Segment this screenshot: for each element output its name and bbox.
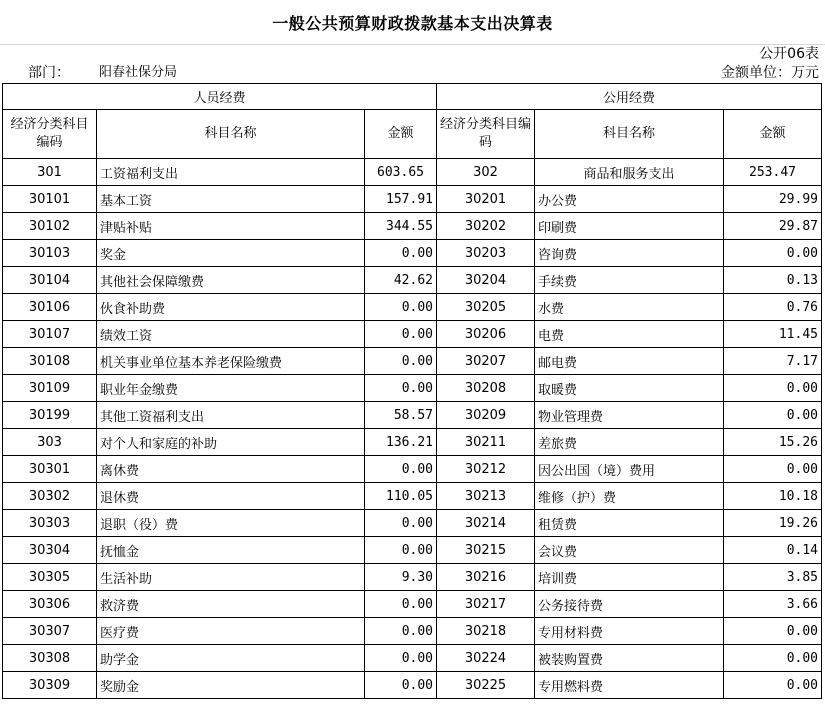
left-name-cell: 基本工资	[97, 186, 365, 213]
header-left-amount: 金额	[365, 110, 437, 159]
right-name-cell: 手续费	[535, 267, 724, 294]
right-code-cell: 30207	[437, 348, 535, 375]
left-name-cell: 其他工资福利支出	[97, 402, 365, 429]
left-name-cell: 其他社会保障缴费	[97, 267, 365, 294]
right-amount-cell: 7.17	[724, 348, 822, 375]
right-name-cell: 公务接待费	[535, 591, 724, 618]
left-name-cell: 退休费	[97, 483, 365, 510]
table-row	[3, 564, 822, 591]
left-code-cell: 301	[3, 159, 97, 186]
left-code-cell: 30199	[3, 402, 97, 429]
right-code-cell: 30202	[437, 213, 535, 240]
right-code-cell: 30206	[437, 321, 535, 348]
left-name-cell: 医疗费	[97, 618, 365, 645]
right-code-cell: 30224	[437, 645, 535, 672]
left-name-cell: 助学金	[97, 645, 365, 672]
left-code-cell: 30101	[3, 186, 97, 213]
left-code-cell: 30304	[3, 537, 97, 564]
table-row	[3, 186, 822, 213]
left-amount-cell: 0.00	[365, 591, 437, 618]
left-code-cell: 30302	[3, 483, 97, 510]
header-right-name: 科目名称	[535, 110, 724, 159]
amount-unit: 金额单位：万元	[721, 65, 819, 81]
left-name-cell: 抚恤金	[97, 537, 365, 564]
left-name-cell: 离休费	[97, 456, 365, 483]
left-code-cell: 30305	[3, 564, 97, 591]
table-row	[3, 618, 822, 645]
left-code-cell: 30109	[3, 375, 97, 402]
table-row	[3, 159, 822, 186]
right-amount-cell: 29.87	[724, 213, 822, 240]
left-amount-cell: 0.00	[365, 321, 437, 348]
right-code-cell: 30204	[437, 267, 535, 294]
right-code-cell: 30216	[437, 564, 535, 591]
right-name-cell: 办公费	[535, 186, 724, 213]
right-amount-cell: 11.45	[724, 321, 822, 348]
right-code-cell: 30203	[437, 240, 535, 267]
left-name-cell: 生活补助	[97, 564, 365, 591]
right-code-cell: 30212	[437, 456, 535, 483]
right-name-cell: 专用材料费	[535, 618, 724, 645]
table-row	[3, 213, 822, 240]
right-name-cell: 租赁费	[535, 510, 724, 537]
left-code-cell: 30106	[3, 294, 97, 321]
table-row	[3, 294, 822, 321]
left-name-cell: 对个人和家庭的补助	[97, 429, 365, 456]
left-name-cell: 伙食补助费	[97, 294, 365, 321]
table-row	[3, 591, 822, 618]
right-amount-cell: 0.00	[724, 645, 822, 672]
table-row	[3, 375, 822, 402]
right-code-cell: 30214	[437, 510, 535, 537]
left-name-cell: 退职（役）费	[97, 510, 365, 537]
table-row	[3, 510, 822, 537]
left-amount-cell: 157.91	[365, 186, 437, 213]
left-name-cell: 奖金	[97, 240, 365, 267]
right-name-cell: 电费	[535, 321, 724, 348]
form-code: 公开06表	[759, 46, 819, 62]
left-code-cell: 30309	[3, 672, 97, 699]
left-amount-cell: 9.30	[365, 564, 437, 591]
right-code-cell: 30208	[437, 375, 535, 402]
table-row	[3, 267, 822, 294]
right-name-cell: 印刷费	[535, 213, 724, 240]
left-code-cell: 30102	[3, 213, 97, 240]
left-code-cell: 30303	[3, 510, 97, 537]
left-amount-cell: 110.05	[365, 483, 437, 510]
right-code-cell: 30205	[437, 294, 535, 321]
right-amount-cell: 3.66	[724, 591, 822, 618]
header-right-code: 经济分类科目编码	[437, 110, 535, 159]
left-amount-cell: 136.21	[365, 429, 437, 456]
header-left-code: 经济分类科目编码	[3, 110, 97, 159]
table-row	[3, 456, 822, 483]
left-name-cell: 津贴补贴	[97, 213, 365, 240]
right-amount-cell: 0.00	[724, 456, 822, 483]
right-amount-cell: 29.99	[724, 186, 822, 213]
right-name-cell: 商品和服务支出	[535, 159, 724, 186]
right-code-cell: 30209	[437, 402, 535, 429]
left-name-cell: 职业年金缴费	[97, 375, 365, 402]
left-amount-cell: 0.00	[365, 348, 437, 375]
right-name-cell: 咨询费	[535, 240, 724, 267]
left-amount-cell: 0.00	[365, 510, 437, 537]
left-amount-cell: 0.00	[365, 375, 437, 402]
department-name: 阳春社保分局	[99, 65, 178, 80]
right-amount-cell: 0.00	[724, 402, 822, 429]
table-row	[3, 645, 822, 672]
group-header-row	[3, 84, 822, 110]
right-amount-cell: 253.47	[724, 159, 822, 186]
right-name-cell: 差旅费	[535, 429, 724, 456]
right-amount-cell: 0.00	[724, 240, 822, 267]
right-name-cell: 维修（护）费	[535, 483, 724, 510]
right-name-cell: 专用燃料费	[535, 672, 724, 699]
left-amount-cell: 0.00	[365, 672, 437, 699]
table-row	[3, 348, 822, 375]
left-amount-cell: 603.65	[365, 159, 437, 186]
right-amount-cell: 0.00	[724, 618, 822, 645]
table-row	[3, 240, 822, 267]
left-code-cell: 30108	[3, 348, 97, 375]
right-amount-cell: 0.76	[724, 294, 822, 321]
left-amount-cell: 344.55	[365, 213, 437, 240]
left-amount-cell: 0.00	[365, 645, 437, 672]
header-left-name: 科目名称	[97, 110, 365, 159]
left-name-cell: 机关事业单位基本养老保险缴费	[97, 348, 365, 375]
left-code-cell: 30308	[3, 645, 97, 672]
right-name-cell: 培训费	[535, 564, 724, 591]
right-code-cell: 30213	[437, 483, 535, 510]
table-row	[3, 321, 822, 348]
right-amount-cell: 0.00	[724, 375, 822, 402]
right-amount-cell: 19.26	[724, 510, 822, 537]
right-amount-cell: 0.14	[724, 537, 822, 564]
right-name-cell: 邮电费	[535, 348, 724, 375]
right-code-cell: 30211	[437, 429, 535, 456]
table-row	[3, 483, 822, 510]
right-name-cell: 会议费	[535, 537, 724, 564]
column-header-row	[3, 110, 822, 159]
expenditure-table	[2, 83, 822, 699]
right-amount-cell: 0.13	[724, 267, 822, 294]
right-code-cell: 30225	[437, 672, 535, 699]
left-amount-cell: 0.00	[365, 456, 437, 483]
right-name-cell: 因公出国（境）费用	[535, 456, 724, 483]
report-title: 一般公共预算财政拨款基本支出决算表	[0, 0, 825, 45]
department-label: 部门：	[28, 65, 70, 81]
right-amount-cell: 3.85	[724, 564, 822, 591]
table-row	[3, 402, 822, 429]
left-name-cell: 奖励金	[97, 672, 365, 699]
left-code-cell: 303	[3, 429, 97, 456]
left-name-cell: 绩效工资	[97, 321, 365, 348]
left-code-cell: 30307	[3, 618, 97, 645]
left-amount-cell: 58.57	[365, 402, 437, 429]
left-code-cell: 30103	[3, 240, 97, 267]
left-code-cell: 30107	[3, 321, 97, 348]
right-amount-cell: 0.00	[724, 672, 822, 699]
left-code-cell: 30104	[3, 267, 97, 294]
right-code-cell: 30217	[437, 591, 535, 618]
left-amount-cell: 0.00	[365, 618, 437, 645]
left-code-cell: 30306	[3, 591, 97, 618]
left-code-cell: 30301	[3, 456, 97, 483]
right-name-cell: 物业管理费	[535, 402, 724, 429]
right-amount-cell: 10.18	[724, 483, 822, 510]
header-right-amount: 金额	[724, 110, 822, 159]
right-code-cell: 302	[437, 159, 535, 186]
left-amount-cell: 0.00	[365, 240, 437, 267]
left-name-cell: 救济费	[97, 591, 365, 618]
right-code-cell: 30201	[437, 186, 535, 213]
table-row	[3, 429, 822, 456]
table-row	[3, 537, 822, 564]
right-name-cell: 取暖费	[535, 375, 724, 402]
left-amount-cell: 42.62	[365, 267, 437, 294]
right-name-cell: 水费	[535, 294, 724, 321]
left-amount-cell: 0.00	[365, 294, 437, 321]
right-code-cell: 30218	[437, 618, 535, 645]
left-name-cell: 工资福利支出	[97, 159, 365, 186]
right-name-cell: 被装购置费	[535, 645, 724, 672]
group-personnel: 人员经费	[3, 84, 437, 110]
table-row	[3, 672, 822, 699]
right-amount-cell: 15.26	[724, 429, 822, 456]
right-code-cell: 30215	[437, 537, 535, 564]
left-amount-cell: 0.00	[365, 537, 437, 564]
group-public: 公用经费	[437, 84, 822, 110]
